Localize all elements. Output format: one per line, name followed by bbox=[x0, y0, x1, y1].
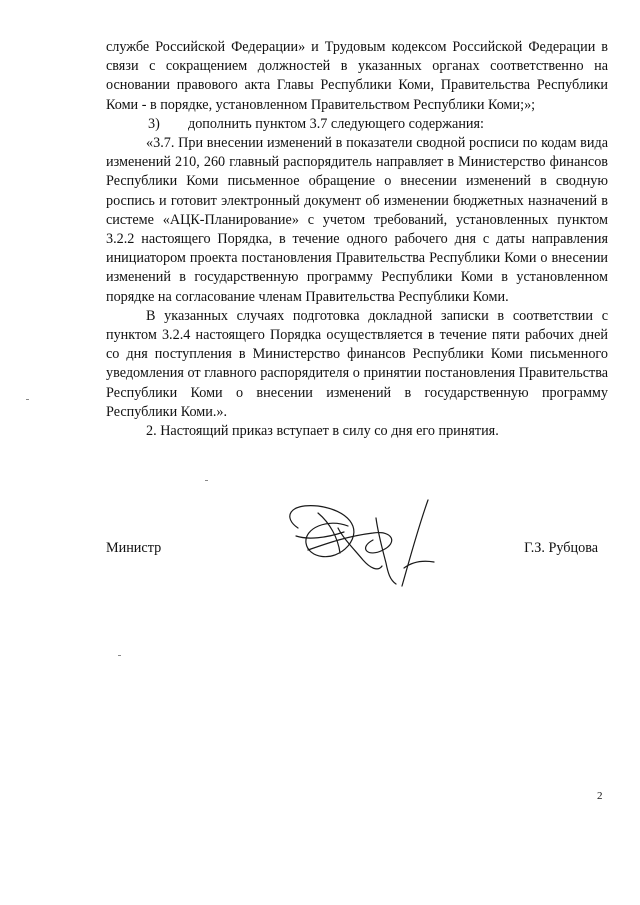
list-item-number: 3) bbox=[148, 115, 160, 132]
body-text bbox=[106, 38, 608, 441]
paragraph-3-7: «3.7. При внесении изменений в показатели сводной росписи по кодам вида изменений 210, 260 главный распорядитель направляет в Министерство финансов Республики Коми письменное обращение о внесении изменений в сводную роспись и готовит электронный документ об изменении бюджетных назначений в системе «АЦК-Планирование» с учетом требований, установленных пунктом 3.2.2 настоящего Порядка, в течение одного рабочего дня с даты направления инициатором проекта постановления Правительства Республики Коми о внесении изменений в государственную программу Республики Коми в установленном порядке на согласование членам Правительства Республики Коми. bbox=[106, 135, 608, 305]
handwritten-signature bbox=[278, 488, 448, 598]
scan-speck bbox=[26, 399, 29, 400]
scan-speck bbox=[118, 655, 121, 656]
scan-speck bbox=[205, 480, 208, 481]
page-number: 2 bbox=[597, 790, 603, 802]
paragraph-report-note: В указанных случаях подготовка докладной записки в соответствии с пунктом 3.2.4 настоящего Порядка осуществляется в течение пяти рабочих дней со дня поступления в Министерство финансов Республики Коми письменного уведомления от главного распорядителя о принятии постановления Правительства Республики Коми о внесении изменений в государственную программу Республики Коми.». bbox=[106, 307, 608, 420]
list-item-3 bbox=[106, 115, 608, 134]
signer-name: Г.З. Рубцова bbox=[524, 540, 598, 556]
list-item-text: дополнить пунктом 3.7 следующего содержания: bbox=[188, 115, 484, 132]
paragraph-effective-date: 2. Настоящий приказ вступает в силу со дня его принятия. bbox=[146, 423, 499, 440]
paragraph-continuation: службе Российской Федерации» и Трудовым кодексом Российской Федерации в связи с сокращением должностей в указанных органах соответственно на основании правового акта Главы Республики Коми, Правительства Республики Коми - в порядке, установленном Правительством Республики Коми;»; bbox=[106, 39, 608, 113]
signer-title: Министр bbox=[106, 540, 162, 556]
